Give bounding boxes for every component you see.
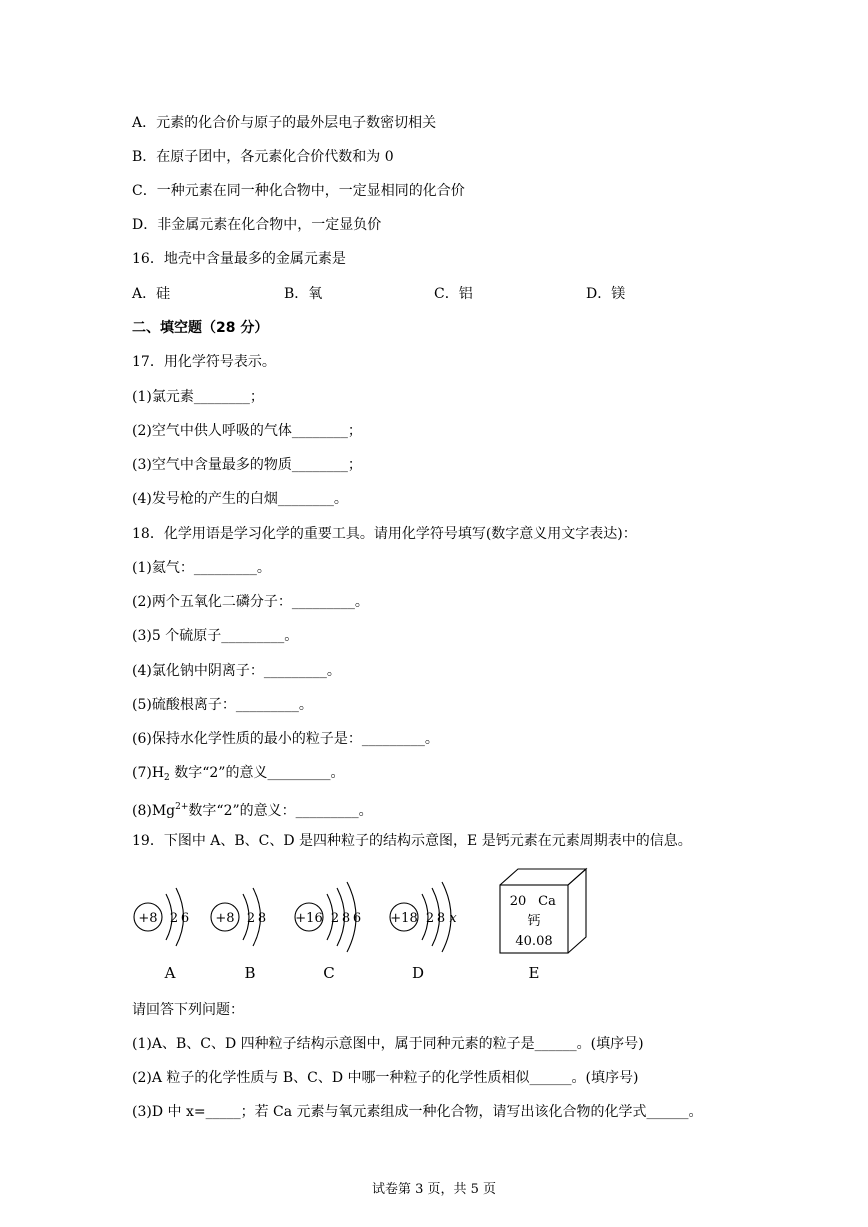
q18-item-7: $(7)H_2$ 数字“2”的意义_________。 (132, 765, 345, 783)
diagram-label-e: E (528, 964, 540, 982)
element-card-front (500, 885, 568, 953)
element-mass: 40.08 (515, 934, 553, 949)
q15-option-d: D．非金属元素在化合物中，一定显负价 (132, 217, 382, 233)
q18-item-5: (5)硫酸根离子：_________。 (132, 697, 313, 713)
nucleus-circle-c (295, 903, 323, 931)
shell-c-3: 6 (352, 911, 362, 926)
shell-arc-b1 (243, 894, 249, 940)
q18-item-8: $(8)Mg^{2+}$数字“2”的意义：_________。 (132, 802, 373, 819)
q18-item-4: (4)氯化钠中阴离子：_________。 (132, 663, 341, 679)
section-title: 二、填空题（28 分） (132, 320, 269, 336)
shell-arc-d3 (442, 882, 451, 952)
shell-d-3: x (449, 911, 457, 926)
shell-arc-c3 (347, 882, 356, 952)
q19-item-1: (1)A、B、C、D 四种粒子结构示意图中，属于同种元素的粒子是______。(填序号) (132, 1036, 644, 1052)
shell-a-1: 2 (169, 911, 179, 926)
element-symbol: Ca (538, 894, 556, 909)
q18-item-3: (3)5 个硫原子_________。 (132, 628, 299, 644)
diagram-label-c: C (323, 964, 335, 982)
shell-d-2: 8 (436, 911, 446, 926)
q16-option-c: C．铝 (434, 286, 473, 302)
shell-arc-c2 (337, 888, 345, 946)
q17-item-4: (4)发号枪的产生的白烟________。 (132, 491, 348, 507)
shell-arc-b2 (253, 888, 261, 946)
q16-option-b: B．氧 (284, 286, 323, 302)
nucleus-circle-d (390, 903, 418, 931)
element-name: 钙 (527, 914, 541, 929)
q17-item-2: (2)空气中供人呼吸的气体________； (132, 423, 362, 439)
q19-item-3: (3)D 中 x=_____；若 Ca 元素与氧元素组成一种化合物，请写出该化合物的化学式______。 (132, 1104, 703, 1120)
shell-b-1: 2 (246, 911, 256, 926)
nucleus-d: +18 (390, 911, 418, 926)
nucleus-circle-b (211, 903, 239, 931)
shell-d-1: 2 (425, 911, 435, 926)
q17-item-1: (1)氯元素________； (132, 389, 264, 405)
q15-option-a: A．元素的化合价与原子的最外层电子数密切相关 (132, 115, 437, 131)
diagram-label-a: A (164, 964, 176, 982)
q16-stem: 16．地壳中含量最多的金属元素是 (132, 251, 346, 267)
nucleus-c: +16 (295, 911, 323, 926)
q16-option-a: A．硅 (132, 286, 171, 302)
element-card-top (500, 869, 586, 885)
element-number: 20 (509, 894, 527, 909)
shell-arc-a1 (166, 894, 172, 940)
q19-item-2: (2)A 粒子的化学性质与 B、C、D 中哪一种粒子的化学性质相似______。(填序号) (132, 1070, 639, 1086)
shell-arc-c1 (327, 894, 333, 940)
diagram-label-d: D (411, 964, 425, 982)
q15-option-c: C．一种元素在同一种化合物中，一定显相同的化合价 (132, 183, 465, 199)
nucleus-a: +8 (138, 911, 158, 926)
q16-option-d: D．镁 (586, 286, 626, 302)
shell-b-2: 8 (257, 911, 267, 926)
q17-item-3: (3)空气中含量最多的物质________； (132, 457, 362, 473)
shell-arc-a2 (176, 888, 184, 946)
q18-item-1: (1)氦气：_________。 (132, 560, 271, 576)
q19-prompt: 请回答下列问题： (132, 1002, 244, 1018)
nucleus-circle-a (134, 903, 162, 931)
q18-stem: 18．化学用语是学习化学的重要工具。请用化学符号填写(数字意义用文字表达)： (132, 526, 637, 542)
q18-item-2: (2)两个五氧化二磷分子：_________。 (132, 594, 369, 610)
q18-item-6: (6)保持水化学性质的最小的粒子是：_________。 (132, 731, 439, 747)
element-card-side (568, 869, 586, 953)
diagram-label-b: B (244, 964, 256, 982)
page-footer: 试卷第 3 页，共 5 页 (371, 1182, 497, 1197)
q19-stem: 19．下图中 A、B、C、D 是四种粒子的结构示意图，E 是钙元素在元素周期表中的信息。 (132, 833, 692, 849)
q15-option-b: B．在原子团中，各元素化合价代数和为 0 (132, 149, 394, 165)
q17-stem: 17．用化学符号表示。 (132, 354, 276, 370)
shell-arc-d1 (422, 894, 428, 940)
shell-arc-d2 (432, 888, 440, 946)
shell-a-2: 6 (180, 911, 190, 926)
nucleus-b: +8 (215, 911, 235, 926)
shell-c-1: 2 (330, 911, 340, 926)
shell-c-2: 8 (341, 911, 351, 926)
